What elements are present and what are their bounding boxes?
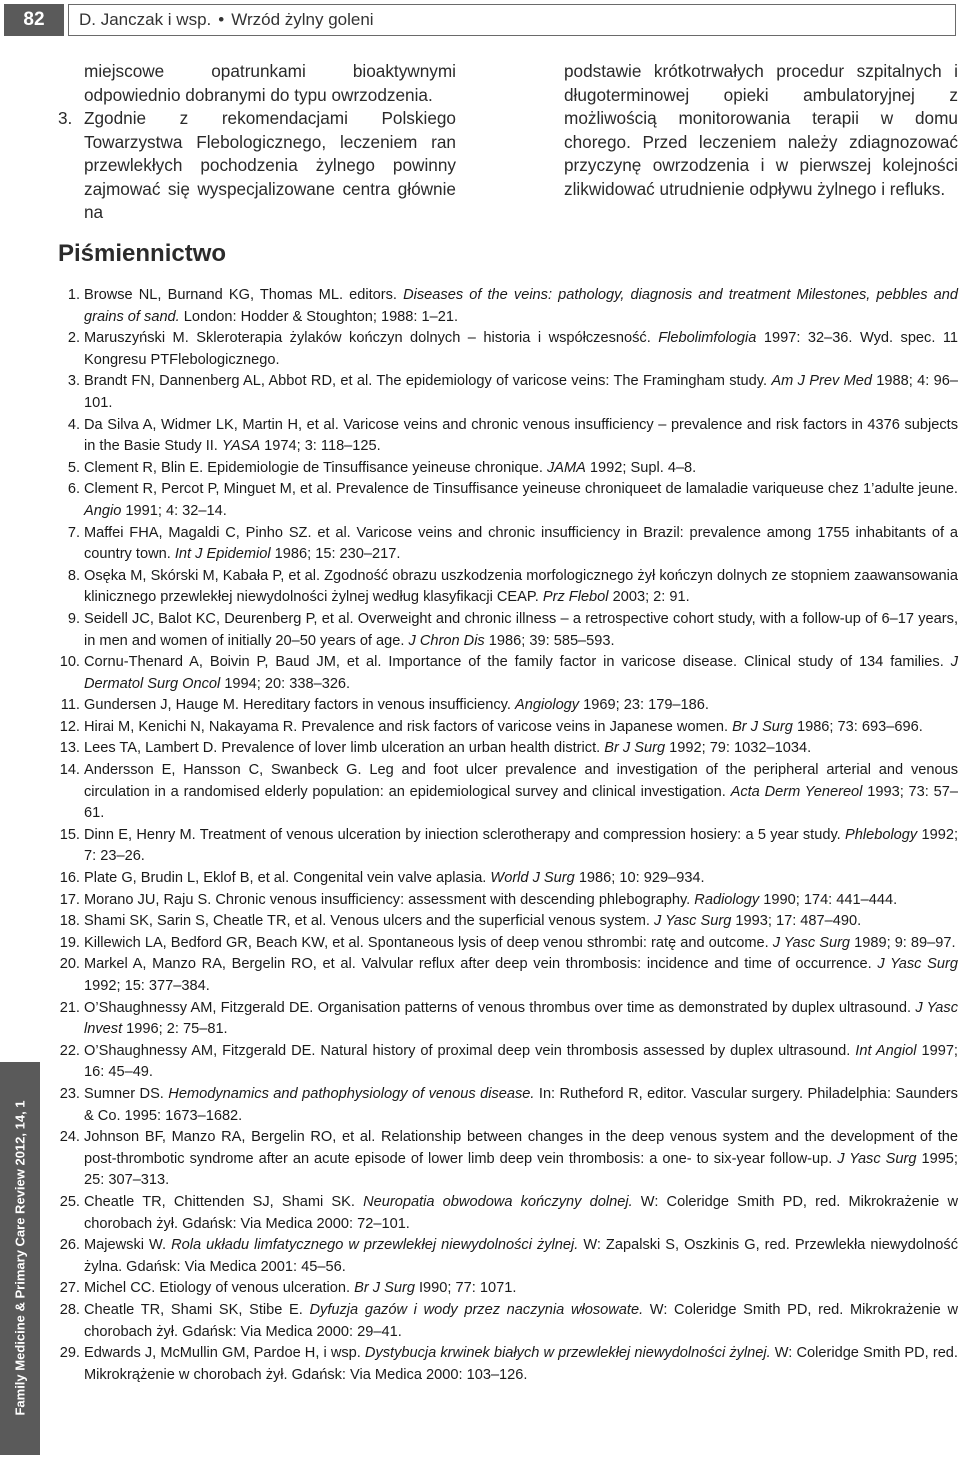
reference-source: Radiology [694,891,760,908]
reference-number: 14. [59,762,80,779]
reference-text: Maffei FHA, Magaldi C, Pinho SZ. et al. Varicose veins and chronic insufficiency in Brazil: prevalence among 1755 inhabitants of a country town. [84,524,958,563]
reference-item [67,371,958,414]
journal-sidebar-label: Family Medicine & Primary Care Review 2012, 14, 1 [12,1100,28,1416]
reference-source: Am J Prev Med [771,373,872,390]
reference-item [67,523,958,566]
reference-item [59,1084,958,1127]
reference-details: 1988; 4: 96–101. [84,373,958,411]
references-heading: Piśmiennictwo [58,240,227,267]
reference-item [67,458,958,480]
reference-source: YASA [221,438,261,455]
reference-source: Acta Derm Yenereol [730,783,863,800]
reference-text: Cornu-Thenard A, Boivin P, Baud JM, et al. Importance of the family factor in varicose disease. Clinical study of 134 families. [84,654,951,671]
reference-item [67,479,958,522]
reference-number: 26. [59,1237,80,1254]
reference-source: Int Angiol [855,1042,917,1059]
reference-number: 12. [59,718,80,735]
reference-number: 11. [60,697,80,714]
reference-details: I990; 77: 1071. [414,1280,517,1297]
reference-item [59,1127,958,1192]
reference-item [59,717,958,739]
reference-number: 8. [67,567,80,584]
reference-number: 4. [67,416,80,433]
intro-item-3-number: 3. [58,108,73,128]
reference-source: J Yasc Surg [877,956,958,973]
reference-text: Clement R, Percot P, Minguet M, et al. Prevalence de Tinsuffisance yeineuse chroniqueet de lamaladie variqueuse chez 1’adulte jeune. [84,481,958,498]
reference-number: 1. [67,287,80,303]
reference-text: Morano JU, Raju S. Chronic venous insufficiency: assessment with descending phlebography. [84,891,695,908]
reference-text: Osęka M, Skórski M, Kabała P, et al. Zgodność obrazu uszkodzenia morfologicznego żył kończyn dolnych ze stopniem zaawansowania klinicznego przewlekłej niewydolności żylnej według klasyfikacji CEAP. [84,567,958,606]
reference-details: 1986; 73: 693–696. [792,718,923,735]
intro-continuation: miejscowe opatrunkami bioaktywnymi odpowiednio dobranymi do typu owrzodzenia. [84,61,456,105]
reference-text: Seidell JC, Balot KC, Deurenberg P, et al. Overweight and chronic illness – a retrospective cohort study, with a follow-up of 6–17 years, in men and women of initially 20–50 years of age. [84,610,958,649]
reference-source: J Dermatol Surg Oncol [84,654,958,692]
bullet-separator: • [218,10,225,29]
reference-details: 1992; 15: 377–384. [84,978,210,994]
reference-item [59,868,958,890]
reference-number: 13. [59,740,80,757]
reference-item [59,1235,959,1278]
reference-details: 1969; 23: 179–186. [579,697,709,714]
reference-number: 21. [59,999,80,1016]
reference-number: 20. [59,956,80,973]
reference-source: Diseases of the veins: pathology, diagnosis and treatment Milestones, pebbles and grains of sand. [84,287,958,325]
reference-details: 1986; 39: 585–593. [484,632,615,649]
reference-source: J Yasc Surg [772,934,851,951]
reference-text: Brandt FN, Dannenberg AL, Abbot RD, et al. The epidemiology of varicose veins: The Framingham study. [84,373,772,390]
reference-text: Lees TA, Lambert D. Prevalence of lover limb ulceration an urban health district. [84,740,605,757]
reference-source: Br J Surg [732,718,793,735]
reference-source: Angio [84,502,122,519]
reference-text: Plate G, Brudin L, Eklof B, et al. Congenital vein valve aplasia. [84,870,491,887]
reference-source: World J Surg [490,870,575,887]
references-list [59,285,959,1386]
reference-details: 1992; 79: 1032–1034. [665,740,812,757]
reference-source: Br J Surg [354,1280,415,1297]
reference-number: 15. [59,826,80,843]
reference-details: 1986; 15: 230–217. [270,546,401,563]
intro-right-text: podstawie krótkotrwałych procedur szpitalnych i długoterminowej opieki ambulatoryjnej z możliwością monitorowania terapii w domu chorego. Przed leczeniem należy zdiagnozować przyczynę owrzodzenia i w pierwszej kolejności zlikwidować utrudnienie odpływu żylnego i refluks. [564,61,958,199]
reference-item [59,890,958,912]
reference-text: Gundersen J, Hauge M. Hereditary factors in venous insufficiency. [84,697,515,714]
reference-number: 28. [59,1301,80,1318]
reference-item [60,695,958,717]
header-article-title: Wrzód żylny goleni [231,10,374,29]
reference-details: London: Hodder & Stoughton; 1988: 1–21. [179,308,459,325]
reference-text: Cheatle TR, Shami SK, Stibe E. [84,1301,310,1318]
reference-text: Hirai M, Kenichi N, Nakayama R. Prevalence and risk factors of varicose veins in Japanese women. [84,718,733,735]
reference-number: 16. [59,870,80,887]
reference-item [59,1192,958,1235]
reference-source: JAMA [546,459,586,476]
reference-details: 2003; 2: 91. [608,589,690,606]
reference-text: O’Shaughnessy AM, Fitzgerald DE. Organisation patterns of venous thrombus over time as demonstrated by duplex ultrasound. [84,999,916,1016]
reference-number: 29. [59,1345,80,1362]
reference-source: J Yasc lnvest [84,999,958,1038]
reference-details: 1992; Supl. 4–8. [585,459,697,476]
reference-source: Dystybucja krwinek białych w przewlekłej niewydolności żylnej. [364,1345,771,1362]
reference-details: 1974; 3: 118–125. [260,438,381,455]
reference-number: 22. [59,1042,80,1059]
reference-details: 1994; 20: 338–326. [220,675,351,692]
reference-source: Flebolimfologia [658,330,757,347]
reference-source: Prz Flebol [542,589,609,606]
reference-text: Majewski W. [84,1237,172,1254]
reference-details: 1993; 73: 57–61. [84,783,958,822]
reference-text: Shami SK, Sarin S, Cheatle TR, et al. Venous ulcers and the superficial venous system. [84,913,654,930]
reference-source: Dyfuzja gazów i wody przez naczynia włosowate. [309,1301,644,1318]
reference-text: Johnson BF, Manzo RA, Bergelin RO, et al. Relationship between changes in the deep venous system and the development of the post-thrombotic syndrome after an acute episode of lower limb deep vein thrombosis: a one- to six-year follow-up. [84,1129,958,1167]
reference-item [59,652,958,695]
reference-number: 3. [67,373,80,390]
reference-text: Michel CC. Etiology of venous ulceration. [84,1280,355,1297]
reference-number: 18. [59,913,80,930]
reference-item [59,1343,958,1386]
reference-text: Cheatle TR, Chittenden SJ, Shami SK. [84,1193,364,1210]
reference-source: Br J Surg [604,740,666,757]
reference-number: 7. [67,524,80,541]
reference-details: In: Rutheford R, editor. Vascular surgery. Philadelphia: Saunders & Co. 1995: 1673–1682. [84,1085,958,1124]
header-authors: D. Janczak i wsp. [79,10,212,29]
reference-source: Int J Epidemiol [174,546,271,563]
reference-item [67,285,958,328]
reference-item [67,609,958,652]
reference-number: 9. [67,610,80,627]
reference-source: Phlebology [845,826,918,843]
reference-text: Maruszyński M. Skleroterapia żylaków kończyn dolnych – historia i współczesność. [84,330,659,347]
reference-source: Hemodynamics and pathophysiology of venous disease. [168,1085,535,1102]
reference-details: 1995; 25: 307–313. [84,1150,958,1189]
reference-item [59,998,958,1041]
reference-number: 5. [67,459,80,476]
reference-item [59,1041,958,1084]
reference-item [59,954,958,997]
reference-details: 1992; 7: 23–26. [84,826,958,865]
reference-text: Clement R, Blin E. Epidemiologie de Tinsuffisance yeineuse chronique. [84,459,547,476]
intro-item-3-text: Zgodnie z rekomendacjami Polskiego Towarzystwa Flebologicznego, leczeniem ran przewlekłych pochodzenia żylnego powinny zajmować się wyspecjalizowane centra głównie na [84,108,456,222]
reference-details: 1991; 4: 32–14. [121,502,227,519]
reference-text: Browse NL, Burnand KG, Thomas ML. editors. [84,287,404,303]
running-header [0,0,960,40]
reference-item [67,415,958,458]
reference-source: J Chron Dis [408,632,485,649]
running-title-box [68,4,956,36]
reference-text: O’Shaughnessy AM, Fitzgerald DE. Natural history of proximal deep vein thrombosis assessed by duplex ultrasound. [84,1042,856,1059]
reference-text: Sumner DS. [84,1085,169,1102]
reference-number: 25. [59,1193,80,1210]
reference-details: W: Coleridge Smith PD, red. Mikrokrażenie w chorobach żył. Gdańsk: Via Medica 2000: 29–41. [84,1301,958,1340]
reference-item [59,760,958,825]
reference-details: 1997: 32–36. Wyd. spec. 11 Kongresu PTFlebologicznego. [84,330,959,368]
page-number: 82 [4,4,64,36]
reference-item [59,825,958,868]
reference-text: Killewich LA, Bedford GR, Beach KW, et al. Spontaneous lysis of deep venou sthrombi: ratę and outcome. [84,934,773,951]
intro-left-column [58,60,456,225]
reference-details: 1993; 17: 487–490. [731,913,862,930]
reference-source: Neuropatia obwodowa kończyny dolnej. [363,1193,633,1210]
reference-details: W: Zapalski S, Oszkinis G, red. Przewlekła niewydolność żylna. Gdańsk: Via Medica 2001: 45–56. [84,1237,959,1275]
reference-number: 27. [59,1280,80,1297]
reference-details: 1996; 2: 75–81. [122,1021,228,1038]
reference-item [59,1278,958,1300]
reference-number: 24. [59,1129,80,1146]
reference-number: 17. [59,891,80,908]
intro-right-column [564,60,958,201]
reference-item [59,911,958,933]
reference-source: J Yasc Surg [653,913,732,930]
reference-number: 19. [59,934,80,951]
reference-details: W: Coleridge Smith PD, red. Mikrokrążenie w chorobach żył. Gdańsk: Via Medica 2000: 103–126. [84,1345,958,1383]
reference-text: Andersson E, Hansson C, Swanbeck G. Leg and foot ulcer prevalence and investigation of the peripheral arterial and venous circulation in a randomised elderly population: an epidemiological survey and clinical investigation. [84,762,958,800]
reference-source: J Yasc Surg [837,1150,917,1167]
reference-source: Rola układu limfatycznego w przewlekłej niewydolności żylnej. [171,1237,579,1254]
reference-number: 10. [59,654,80,671]
reference-item [59,738,958,760]
intro-item-3 [58,107,456,225]
reference-text: Edwards J, McMullin GM, Pardoe H, i wsp. [84,1345,365,1362]
reference-number: 6. [67,481,80,498]
reference-details: 1997; 16: 45–49. [84,1042,958,1081]
reference-details: W: Coleridge Smith PD, red. Mikrokrażenie w chorobach żył. Gdańsk: Via Medica 2000: 72–101. [84,1193,958,1232]
reference-number: 23. [59,1085,80,1102]
reference-item [67,566,958,609]
reference-number: 2. [67,330,80,347]
reference-source: Angiology [515,697,580,714]
reference-item [59,933,958,955]
reference-item [67,328,959,371]
reference-text: Da Silva A, Widmer LK, Martin H, et al. Varicose veins and chronic venous insufficiency – prevalence and risk factors in 4376 subjects in the Basie Study II. [84,416,958,455]
reference-details: 1989; 9: 89–97. [850,934,956,951]
reference-text: Dinn E, Henry M. Treatment of venous ulceration by iniection sclerotherapy and compression hosiery: a 5 year study. [84,826,845,843]
reference-details: 1986; 10: 929–934. [574,870,705,887]
reference-text: Markel A, Manzo RA, Bergelin RO, et al. Valvular reflux after deep vein thrombosis: incidence and time of occurrence. [84,956,878,973]
reference-item [59,1300,958,1343]
reference-details: 1990; 174: 441–444. [759,891,898,908]
